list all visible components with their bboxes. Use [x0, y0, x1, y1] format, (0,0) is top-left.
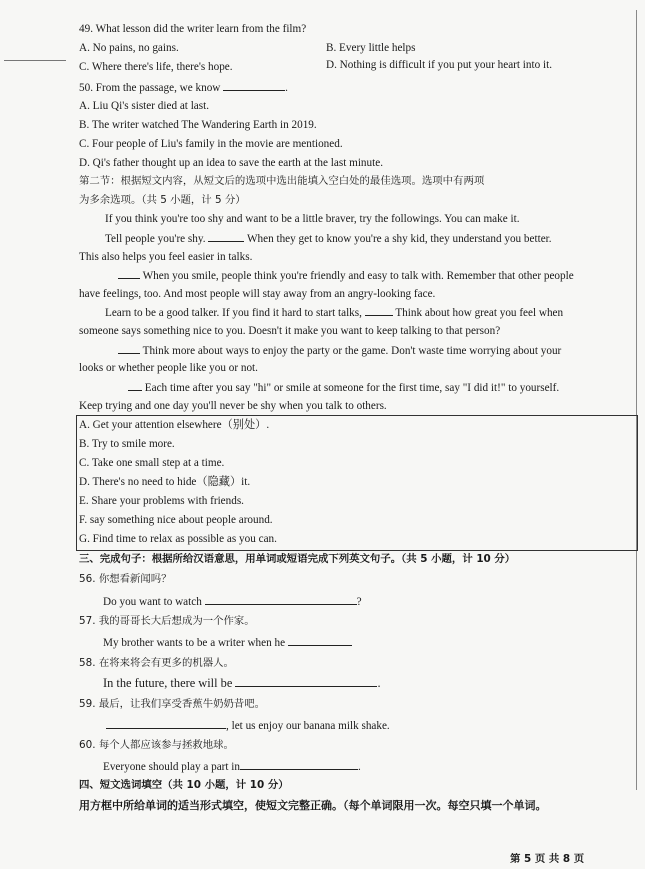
passage-para5-cont: looks or whether people like you or not. [79, 362, 258, 374]
option-f: F. say something nice about people around. [79, 514, 273, 526]
blank-52 [118, 268, 140, 279]
q49-option-a: A. No pains, no gains. [79, 42, 179, 54]
q59-chinese: 59. 最后，让我们享受香蕉牛奶奶昔吧。 [79, 698, 266, 710]
passage-para2: Tell people you're shy. When they get to know you're a shy kid, they understand you better. [105, 233, 552, 245]
section4-title: 四、短文选词填空（共 10 小题，计 10 分） [79, 779, 289, 791]
q59-english: , let us enjoy our banana milk shake. [106, 718, 390, 733]
passage-para5: Think more about ways to enjoy the party or the game. Don't waste time worrying about your [118, 343, 561, 358]
q50-blank [223, 80, 285, 91]
passage-para2-cont: This also helps you feel easier in talks. [79, 251, 253, 263]
page-number: 第 5 页 共 8 页 [510, 853, 585, 865]
option-b: B. Try to smile more. [79, 438, 175, 450]
q49-option-d: D. Nothing is difficult if you put your heart into it. [326, 59, 553, 71]
page-edge-line [636, 10, 637, 790]
option-a: A. Get your attention elsewhere（别处）. [79, 419, 270, 431]
section2-title-line1: 第二节：根据短文内容，从短文后的选项中选出能填入空白处的最佳选项。选项中有两项 [79, 175, 485, 187]
passage-para6: Each time after you say "hi" or smile at someone for the first time, say "I did it!" to yourself. [128, 380, 559, 395]
option-e: E. Share your problems with friends. [79, 495, 244, 507]
q60-blank [240, 759, 358, 770]
blank-51 [208, 231, 244, 242]
q56-blank [205, 594, 357, 605]
q50-stem: 50. From the passage, we know . [79, 82, 288, 94]
passage-para4: Learn to be a good talker. If you find it hard to start talks, Think about how great you feel when [105, 307, 564, 319]
passage-para3: When you smile, people think you're friendly and easy to talk with. Remember that other people [118, 268, 574, 283]
q58-english: In the future, there will be . [103, 676, 381, 690]
q49-stem: 49. What lesson did the writer learn from the film? [79, 23, 307, 35]
q56-english: Do you want to watch ? [103, 596, 362, 608]
q57-chinese: 57. 我的哥哥长大后想成为一个作家。 [79, 615, 255, 627]
q50-option-a: A. Liu Qi's sister died at last. [79, 100, 210, 112]
q49-option-b: B. Every little helps [326, 42, 416, 54]
q58-chinese: 58. 在将来将会有更多的机器人。 [79, 657, 234, 669]
q50-option-c: C. Four people of Liu's family in the movie are mentioned. [79, 138, 343, 150]
section2-title-line2: 为多余选项。（共 5 小题，计 5 分） [79, 194, 246, 206]
option-d: D. There's no need to hide（隐藏）it. [79, 476, 251, 488]
margin-mark [4, 60, 66, 61]
section4-instructions: 用方框中所给单词的适当形式填空，使短文完整正确。（每个单词限用一次。每空只填一个单词。 [79, 799, 547, 812]
passage-para3-cont: have feelings, too. And most people will stay away from an angry-looking face. [79, 288, 436, 300]
q59-blank [106, 718, 226, 729]
option-g: G. Find time to relax as possible as you can. [79, 533, 277, 545]
q60-chinese: 60. 每个人都应该参与拯救地球。 [79, 739, 234, 751]
option-c: C. Take one small step at a time. [79, 457, 225, 469]
q57-blank [288, 635, 352, 646]
q60-english: Everyone should play a part in . [103, 761, 361, 773]
blank-53 [365, 305, 393, 316]
blank-55 [128, 380, 142, 391]
section3-title: 三、完成句子：根据所给汉语意思，用单词或短语完成下列英文句子。（共 5 小题，计 10 分） [79, 553, 516, 565]
q58-blank [235, 676, 377, 687]
passage-para1: If you think you're too shy and want to be a little braver, try the followings. You can make it. [105, 213, 520, 225]
passage-para6-cont: Keep trying and one day you'll never be shy when you talk to others. [79, 400, 387, 412]
q49-option-c: C. Where there's life, there's hope. [79, 61, 233, 73]
q50-option-d: D. Qi's father thought up an idea to save the earth at the last minute. [79, 157, 383, 169]
q56-chinese: 56. 你想看新闻吗？ [79, 573, 172, 585]
passage-para4-cont: someone says something nice to you. Doesn't it make you want to keep talking to that person? [79, 325, 501, 337]
q50-option-b: B. The writer watched The Wandering Earth in 2019. [79, 119, 317, 131]
blank-54 [118, 343, 140, 354]
q57-english: My brother wants to be a writer when he [103, 635, 352, 650]
